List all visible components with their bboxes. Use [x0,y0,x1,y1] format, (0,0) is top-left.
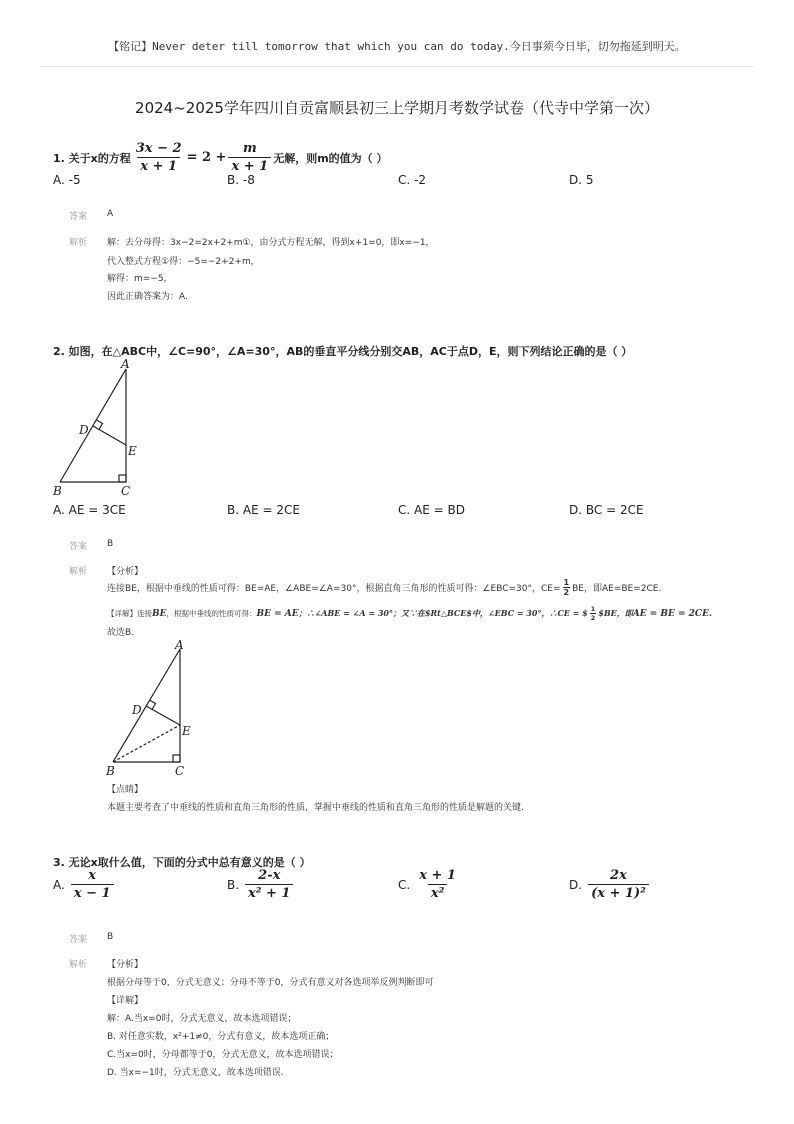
label-a: A [175,638,184,652]
q3-option-letter: D. [569,877,583,892]
q3-option-a-fraction [71,868,114,901]
label-c: C [121,484,131,498]
q2-analysis-half [563,578,571,597]
q3-detail-line: D. 当x=−1时，分式无意义，故本选项错误. [107,1068,284,1078]
q2-analysis-part2: BE，即AE=BE=2CE. [572,584,662,594]
q1-stem [53,141,388,174]
q2-detail-half [590,605,597,622]
frac-num: 2x [610,868,627,883]
q1-analysis-label: 解析 [69,238,88,248]
q3-detail-line: 解：A.当x=0时，分式无意义，故本选项错误； [107,1014,297,1024]
q3-option-b-fraction [245,868,293,901]
q3-option-letter: A. [53,877,65,892]
frac-num: 1 [563,578,570,587]
q2-detail-part: $BE，即 [598,608,633,618]
frac-den: x − 1 [71,884,114,901]
q2-review-text: 本题主要考查了中垂线的性质和直角三角形的性质，掌握中垂线的性质和直角三角形的性质是解题的关键. [107,803,524,813]
right-angle-mark-c [173,755,180,762]
q2-detail-part: ；∴∠ABE = ∠A = 30°；又∵在$Rt△BCE$中，∠EBC = 30°，∴CE = $ [298,608,588,618]
frac-num: 2-x [258,868,281,883]
q2-review-tag: 【点睛】 [107,785,144,795]
q1-rhs-num: m [242,141,257,156]
q1-equals: = 2 + [186,150,227,165]
segment-ab [60,369,126,482]
q1-option-b[interactable]: B. -8 [227,173,255,187]
q1-lhs-num: 3x − 2 [135,141,182,156]
frac-num: x + 1 [419,868,456,883]
q1-option-a[interactable]: A. -5 [53,173,81,187]
q2-answer-value: B [107,539,114,549]
q2-detail-math: BE = AE [256,608,299,619]
q1-lhs-den: x + 1 [137,157,180,174]
q3-option-c[interactable] [398,868,461,901]
q2-conclusion: 故选B. [107,628,135,638]
q3-option-a[interactable] [53,868,116,901]
q3-answer-label: 答案 [69,935,88,945]
q2-option-d[interactable]: D. BC = 2CE [569,503,644,517]
q3-analysis-text: 根据分母等于0，分式无意义；分母不等于0，分式有意义对各选项举反例判断即可 [107,978,434,988]
q1-rhs-fraction [228,141,271,174]
q2-option-a[interactable]: A. AE = 3CE [53,503,126,517]
q3-answer-value: B [107,932,114,942]
frac-den: (x + 1)² [588,884,649,901]
q3-option-d[interactable] [569,868,651,901]
q3-stem: 3. 无论x取什么值，下面的分式中总有意义的是（ ） [53,856,311,869]
q2-option-c[interactable]: C. AE = BD [398,503,465,517]
q2-detail-part: 【详解】连接 [107,609,152,618]
label-a: A [121,357,130,371]
q1-option-c[interactable]: C. -2 [398,173,426,187]
q1-stem-prefix: 1. 关于x的方程 [53,151,131,165]
frac-den: 2 [590,614,596,622]
frac-den: 2 [563,588,570,597]
q2-detail-part: ，根据中垂线的性质可得： [166,609,257,618]
q1-lhs-fraction [133,141,185,174]
label-c: C [175,764,185,778]
segment-de [93,426,126,445]
q1-rhs-den: x + 1 [228,157,271,174]
q1-solution-line: 解：去分母得：3x−2=2x+2+m①，由分式方程无解，得到x+1=0，即x=−1， [107,238,435,248]
q1-solution-line: 因此正确答案为：A. [107,292,188,302]
q2-analysis-text [107,578,661,597]
q2-figure [48,356,148,501]
q2-detail-math: AE = BE = 2CE. [632,608,713,619]
q1-option-d[interactable]: D. 5 [569,173,594,187]
frac-num: x [88,868,97,883]
q3-detail-line: C.当x=0时，分母都等于0，分式无意义，故本选项错误； [107,1050,339,1060]
q1-answer-label: 答案 [69,212,88,222]
label-b: B [106,764,115,778]
label-e: E [128,444,137,458]
q2-answer-label: 答案 [69,542,88,552]
q3-analysis-label: 解析 [69,960,88,970]
segment-ab [113,649,180,762]
q2-detail-text [107,605,712,622]
q2-option-b[interactable]: B. AE = 2CE [227,503,300,517]
frac-den: x² [428,884,447,901]
q3-detail-line: B. 对任意实数，x²+1≠0，分式有意义，故本选项正确； [107,1032,335,1042]
page-title: 2024~2025学年四川自贡富顺县初三上学期月考数学试卷（代寺中学第一次） [135,99,659,117]
q3-option-letter: B. [227,877,240,892]
label-d: D [132,703,142,717]
label-b: B [53,484,62,498]
q2-detail-math: BE [152,608,167,619]
header-divider [40,66,754,67]
q3-option-b[interactable] [227,868,295,901]
q1-solution-line: 代入整式方程①得：−5=−2+2+m， [107,257,260,267]
q1-stem-suffix: 无解，则m的值为（ ） [273,151,388,165]
frac-num: 1 [590,605,596,613]
q2-analysis-tag: 【分析】 [107,567,144,577]
label-e: E [182,724,191,738]
q2-analysis-label: 解析 [69,567,88,577]
q2-analysis-part1: 连接BE，根据中垂线的性质可得：BE=AE，∠ABE=∠A=30°，根据直角三角形的性质可得：∠EBC=30°，CE= [107,584,561,594]
q2-stem: 2. 如图，在△ABC中，∠C=90°，∠A=30°，AB的垂直平分线分别交AB，AC于点D，E，则下列结论正确的是（ ） [53,345,633,358]
segment-de [146,706,180,725]
q3-detail-tag: 【详解】 [107,996,144,1006]
q3-analysis-tag: 【分析】 [107,960,144,970]
motto-banner: 【铭记】Never deter till tomorrow that which you can do today.今日事须今日毕，切勿拖延到明天。 [108,40,686,53]
q1-solution-line: 解得：m=−5， [107,274,173,284]
label-d: D [79,423,89,437]
q3-option-letter: C. [398,877,411,892]
q3-option-c-fraction [416,868,459,901]
q2-solution-figure [103,637,203,782]
right-angle-mark-c [119,475,126,482]
q1-answer-value: A [107,209,114,219]
q3-option-d-fraction [588,868,649,901]
segment-be-dashed [113,725,180,762]
frac-den: x² + 1 [245,884,293,901]
